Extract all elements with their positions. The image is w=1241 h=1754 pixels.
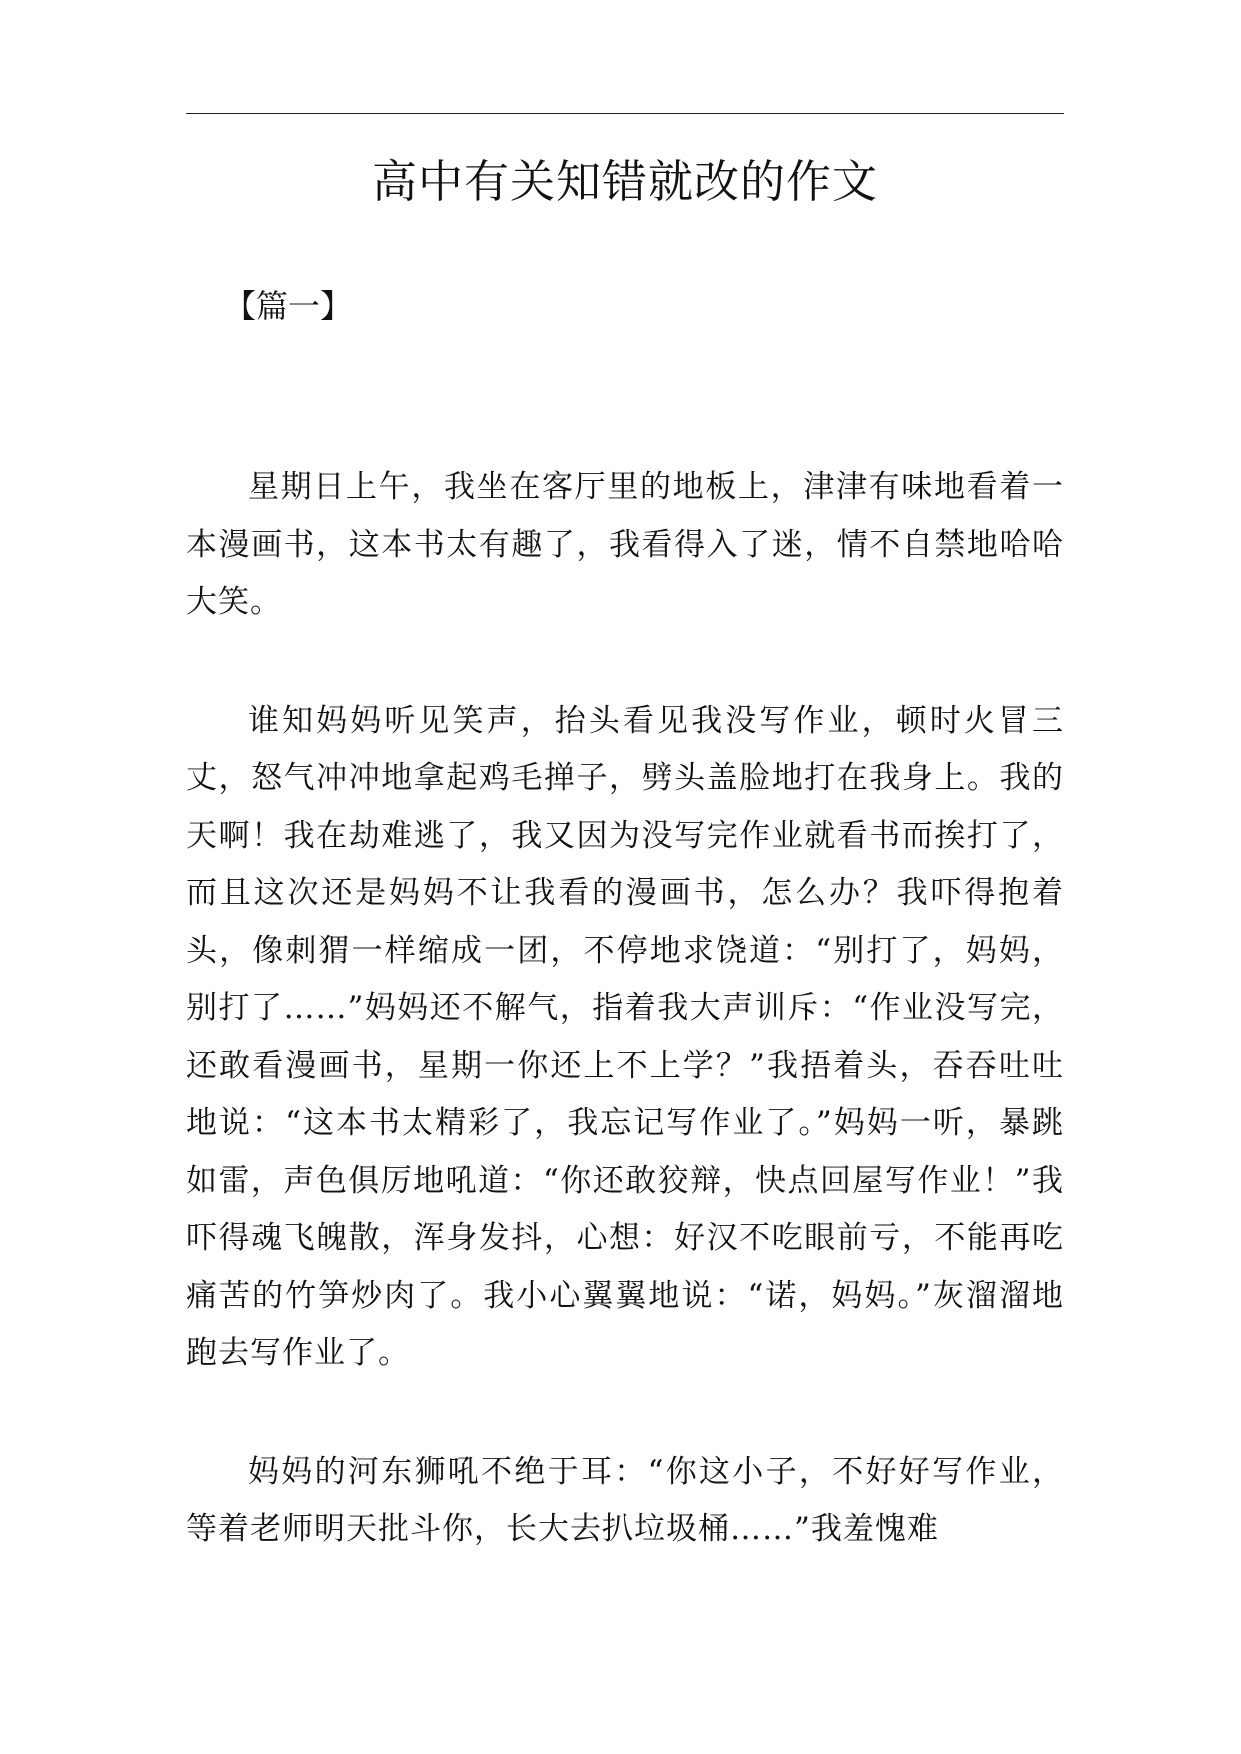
- paragraph: 妈妈的河东狮吼不绝于耳：“你这小子，不好好写作业，等着老师明天批斗你，长大去扒垃圾桶……”我羞愧难: [186, 1453, 1064, 1547]
- document-title: 高中有关知错就改的作文: [371, 155, 878, 208]
- section-label: 【篇一】: [224, 287, 353, 325]
- paragraph: 谁知妈妈听见笑声，抬头看见我没写作业，顿时火冒三丈，怒气冲冲地拿起鸡毛掸子，劈头盖脸地打在我身上。我的天啊！我在劫难逃了，我又因为没写完作业就看书而挨打了，而且这次还是妈妈不让我看的漫画书，怎么办？我吓得抱着头，像刺猬一样缩成一团，不停地求饶道：“别打了，妈妈，别打了……”妈妈还不解气，指着我大声训斥：“作业没写完，还敢看漫画书，星期一你还上不上学？”我捂着头，吞吞吐吐地说：“这本书太精彩了，我忘记写作业了。”妈妈一听，暴跳如雷，声色俱厉地吼道：“你还敢狡辩，快点回屋写作业！”我吓得魂飞魄散，浑身发抖，心想：好汉不吃眼前亏，不能再吃痛苦的竹笋炒肉了。我小心翼翼地说：“诺，妈妈。”灰溜溜地跑去写作业了。: [186, 702, 1064, 1371]
- paragraph: 星期日上午，我坐在客厅里的地板上，津津有味地看着一本漫画书，这本书太有趣了，我看得入了迷，情不自禁地哈哈大笑。: [186, 469, 1064, 620]
- body-text: [186, 459, 1064, 1620]
- header-rule: [186, 113, 1064, 114]
